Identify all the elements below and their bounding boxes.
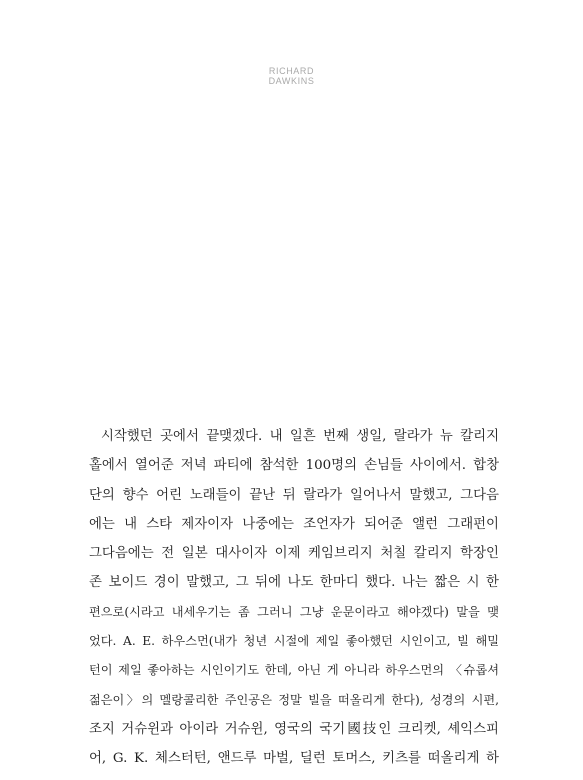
paragraph-line: 홀에서 열어준 저녁 파티에 참석한 100명의 손님들 사이에서. 합창	[89, 458, 499, 474]
paragraph-line: 턴이 제일 좋아하는 시인이기도 한데, 아닌 게 아니라 하우스먼의 〈슈롭셔	[89, 663, 499, 678]
paragraph-line: 어, G. K. 체스터턴, 앤드루 마벌, 딜런 토머스, 키츠를 떠올리게 하	[89, 751, 499, 767]
body-text	[89, 422, 499, 774]
paragraph-line: 었다. A. E. 하우스먼(내가 청년 시절에 제일 좋아했던 시인이고, 빌 해밀	[89, 634, 499, 649]
paragraph-line: 편으로(시라고 내세우기는 좀 그러니 그냥 운문이라고 해야겠다) 말을 맺	[89, 604, 499, 619]
paragraph-line: 시작했던 곳에서 끝맺겠다. 내 일흔 번째 생일, 랄라가 뉴 칼리지	[101, 429, 499, 444]
paragraph-line: 에는 내 스타 제자이자 나중에는 조언자가 되어준 앨런 그래펀이	[89, 516, 499, 532]
running-head-author-last: DAWKINS	[268, 76, 315, 86]
paragraph-line: 그다음에는 전 일본 대사이자 이제 케임브리지 처칠 칼리지 학장인	[89, 546, 499, 562]
paragraph-line: 단의 향수 어린 노래들이 끝난 뒤 랄라가 일어나서 말했고, 그다음	[89, 487, 499, 503]
paragraph-line: 젊은이〉의 멜랑콜리한 주인공은 정말 빌을 떠올리게 한다), 성경의 시편,	[89, 692, 499, 707]
running-head-author-first: RICHARD	[268, 66, 315, 76]
paragraph-line: 존 보이드 경이 말했고, 그 뒤에 나도 한마디 했다. 나는 짧은 시 한	[89, 575, 499, 591]
paragraph-line: 조지 거슈윈과 아이라 거슈윈, 영국의 국기國技인 크리켓, 셰익스피	[89, 721, 499, 737]
running-head	[0, 66, 583, 86]
